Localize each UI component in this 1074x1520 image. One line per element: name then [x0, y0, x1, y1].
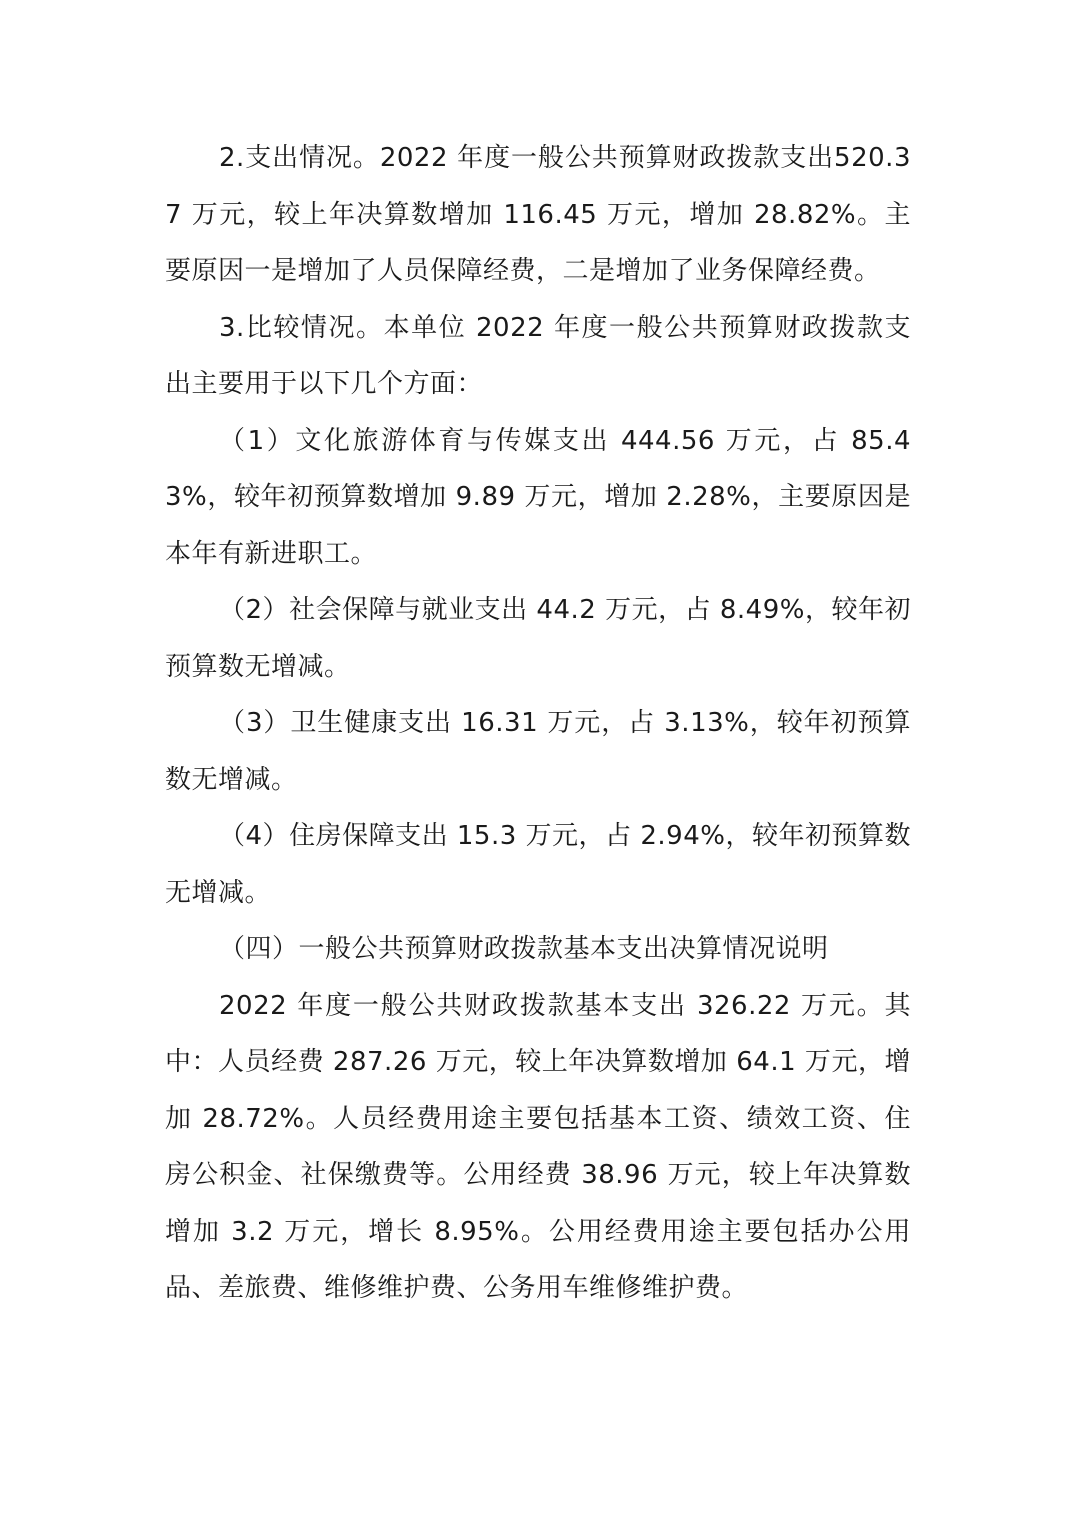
- section-heading: （四）一般公共预算财政拨款基本支出决算情况说明: [219, 934, 829, 964]
- paragraph-comparison: 3.比较情况。本单位 2022 年度一般公共预算财政拨款支出主要用于以下几个方面：: [165, 312, 911, 399]
- paragraph-item-3: （3）卫生健康支出 16.31 万元，占 3.13%，较年初预算数无增减。: [165, 708, 911, 795]
- paragraph-item-2: （2）社会保障与就业支出 44.2 万元，占 8.49%，较年初预算数无增减。: [165, 595, 911, 682]
- paragraph-basic-expenditure: 2022 年度一般公共财政拨款基本支出 326.22 万元。其中：人员经费 287.26 万元，较上年决算数增加 64.1 万元，增加 28.72%。人员经费用途主要包括基本工资、绩效工资、住房公积金、社保缴费等。公用经费 38.96 万元，较上年决算数增加 3.2 万元，增长 8.95%。公用经费用途主要包括办公用品、差旅费、维修维护费、公务用车维修维护费。: [165, 990, 911, 1303]
- paragraph-item-1: （1）文化旅游体育与传媒支出 444.56 万元，占 85.43%，较年初预算数增加 9.89 万元，增加 2.28%，主要原因是本年有新进职工。: [165, 425, 911, 569]
- document-page: [165, 130, 911, 1317]
- paragraph-item-4: （4）住房保障支出 15.3 万元，占 2.94%，较年初预算数无增减。: [165, 821, 911, 908]
- paragraph-expenditure: 2.支出情况。2022 年度一般公共预算财政拨款支出520.37 万元，较上年决算数增加 116.45 万元，增加 28.82%。主要原因一是增加了人员保障经费，二是增加了业务保障经费。: [165, 143, 911, 286]
